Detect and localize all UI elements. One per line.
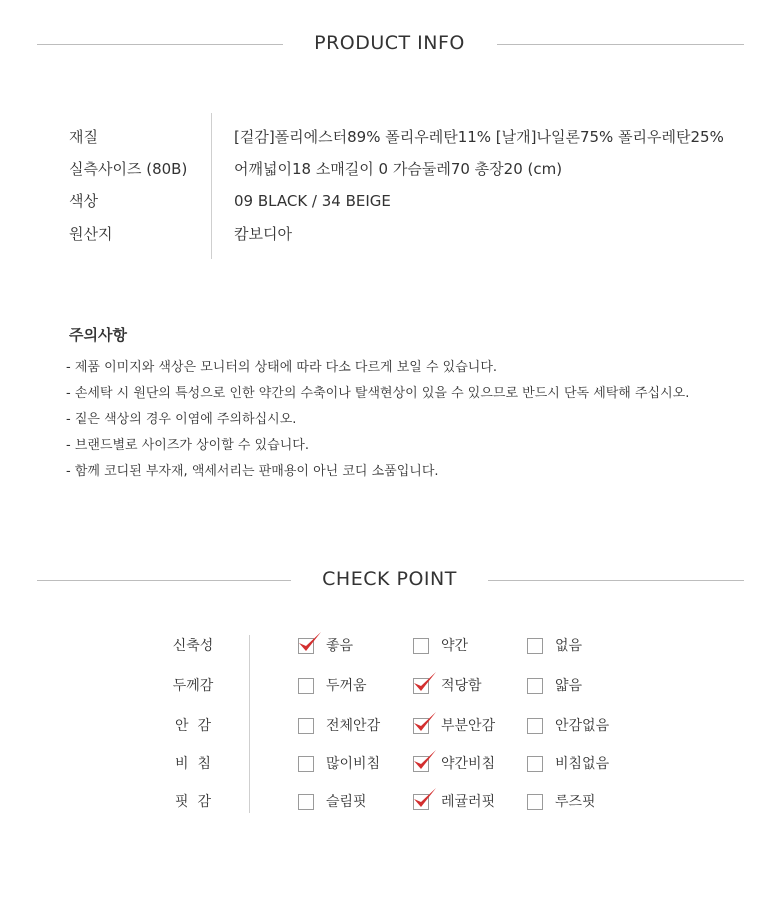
option-checkbox[interactable] [298, 718, 314, 734]
info-row-origin [0, 222, 779, 246]
option-label: 두꺼움 [326, 678, 367, 694]
option-checkbox[interactable] [527, 678, 543, 694]
option-label: 전체안감 [326, 718, 381, 734]
info-row-color [0, 189, 779, 213]
product-info-divider-right [497, 44, 744, 45]
option-label: 많이비침 [326, 756, 381, 772]
check-point-label: 신축성 [172, 638, 214, 654]
info-value: [겉감]폴리에스터89% 폴리우레탄11% [날개]나일론75% 폴리우레탄25% [234, 128, 724, 146]
notice-item: - 함께 코디된 부자재, 액세서리는 판매용이 아닌 코디 소품입니다. [66, 464, 439, 479]
info-value: 09 BLACK / 34 BEIGE [234, 192, 391, 210]
check-point-label: 핏 감 [175, 794, 211, 810]
check-point-divider-right [488, 580, 744, 581]
checkmark-icon [412, 786, 438, 812]
option-checkbox[interactable] [298, 678, 314, 694]
info-label: 색상 [69, 192, 98, 210]
notice-title: 주의사항 [69, 326, 127, 344]
option-label: 슬림핏 [326, 794, 367, 810]
checkmark-icon [412, 670, 438, 696]
notice-item: - 제품 이미지와 색상은 모니터의 상태에 따라 다소 다르게 보일 수 있습니다. [66, 360, 498, 375]
option-label: 루즈핏 [555, 794, 596, 810]
option-label: 약간비침 [441, 756, 496, 772]
info-label: 원산지 [69, 225, 113, 243]
check-point-label: 비 침 [175, 756, 211, 772]
option-checkbox[interactable] [413, 638, 429, 654]
option-checkbox[interactable] [527, 718, 543, 734]
notice-item: - 브랜드별로 사이즈가 상이할 수 있습니다. [66, 438, 309, 453]
option-checkbox[interactable] [298, 756, 314, 772]
info-value: 캄보디아 [234, 225, 292, 243]
option-label: 좋음 [326, 638, 354, 654]
check-point-divider [249, 635, 250, 813]
product-info-title: PRODUCT INFO [314, 32, 465, 54]
info-label: 재질 [69, 128, 98, 146]
option-label: 레귤러핏 [441, 794, 496, 810]
option-label: 없음 [555, 638, 583, 654]
check-point-title: CHECK POINT [322, 568, 457, 590]
option-label: 부분안감 [441, 718, 496, 734]
notice-item: - 짙은 색상의 경우 이염에 주의하십시오. [66, 412, 297, 427]
option-label: 비침없음 [555, 756, 610, 772]
option-label: 안감없음 [555, 718, 610, 734]
option-label: 적당함 [441, 678, 482, 694]
checkmark-icon [297, 630, 323, 656]
checkmark-icon [412, 710, 438, 736]
option-checkbox[interactable] [527, 756, 543, 772]
info-row-material [0, 125, 779, 149]
option-checkbox[interactable] [527, 638, 543, 654]
check-point-label: 안 감 [175, 718, 211, 734]
info-label: 실측사이즈 (80B) [69, 160, 188, 178]
notice-item: - 손세탁 시 원단의 특성으로 인한 약간의 수축이나 탈색현상이 있을 수 있으므로 반드시 단독 세탁해 주십시오. [66, 386, 690, 401]
info-value: 어깨넓이18 소매길이 0 가슴둘레70 총장20 (cm) [234, 160, 563, 178]
info-row-size [0, 157, 779, 181]
checkmark-icon [412, 748, 438, 774]
option-checkbox[interactable] [298, 794, 314, 810]
check-point-label: 두께감 [172, 678, 214, 694]
option-label: 얇음 [555, 678, 583, 694]
option-label: 약간 [441, 638, 469, 654]
option-checkbox[interactable] [527, 794, 543, 810]
